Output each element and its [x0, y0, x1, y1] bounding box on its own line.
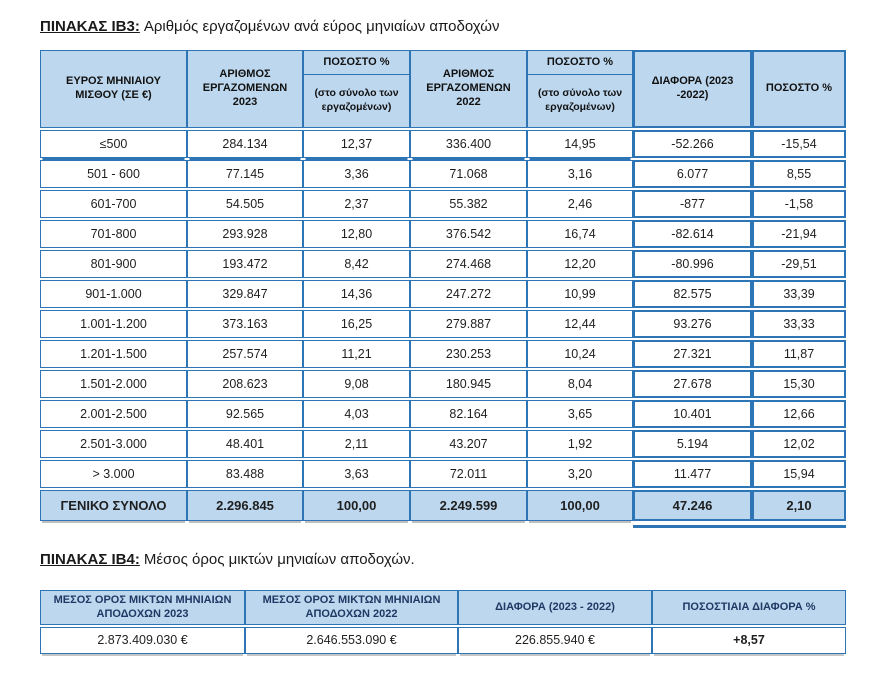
value-cell: -82.614: [633, 220, 752, 248]
value-cell: 48.401: [187, 430, 303, 458]
value-cell: 10,24: [527, 340, 633, 368]
table-row: [40, 460, 846, 488]
value-cell: 77.145: [187, 160, 303, 188]
table-row: [40, 310, 846, 338]
value-cell: -80.996: [633, 250, 752, 278]
salary-range-cell: 2.501-3.000: [40, 430, 187, 458]
table-row: [40, 340, 846, 368]
value-cell: 12,80: [303, 220, 410, 248]
employees-by-salary-table: [40, 48, 846, 523]
value-cell: 373.163: [187, 310, 303, 338]
value-cell: 2,11: [303, 430, 410, 458]
value-cell: 376.542: [410, 220, 527, 248]
header-avg-2023: ΜΕΣΟΣ ΟΡΟΣ ΜΙΚΤΩΝ ΜΗΝΙΑΙΩΝ ΑΠΟΔΟΧΩΝ 2023: [40, 590, 245, 625]
value-cell: 1,92: [527, 430, 633, 458]
value-cell: 208.623: [187, 370, 303, 398]
value-cell: 14,36: [303, 280, 410, 308]
table1-header-row: [40, 50, 846, 128]
value-cell: 284.134: [187, 130, 303, 158]
value-cell: 336.400: [410, 130, 527, 158]
value-cell: 11,21: [303, 340, 410, 368]
table-row: [40, 160, 846, 188]
value-cell: 4,03: [303, 400, 410, 428]
total-cell: 2.296.845: [187, 490, 303, 521]
value-cell: -21,94: [752, 220, 846, 248]
value-cell: 16,25: [303, 310, 410, 338]
total-cell: 100,00: [527, 490, 633, 521]
value-cell: 3,16: [527, 160, 633, 188]
salary-range-cell: 901-1.000: [40, 280, 187, 308]
header-avg-pct-diff: ΠΟΣΟΣΤΙΑΙΑ ΔΙΑΦΟΡΑ %: [652, 590, 846, 625]
table2-title-label: ΠΙΝΑΚΑΣ ΙΒ4:: [40, 551, 140, 568]
value-cell: 12,37: [303, 130, 410, 158]
header-pct-change: ΠΟΣΟΣΤΟ %: [752, 50, 846, 128]
difference-columns-underline: [633, 525, 846, 528]
table-row: [40, 370, 846, 398]
header-pct-2022-label: ΠΟΣΟΣΤΟ %: [528, 52, 632, 75]
value-cell: -15,54: [752, 130, 846, 158]
value-cell: 83.488: [187, 460, 303, 488]
table1-body: [40, 130, 846, 488]
value-cell: -52.266: [633, 130, 752, 158]
header-avg-diff: ΔΙΑΦΟΡΑ (2023 - 2022): [458, 590, 652, 625]
value-cell: 92.565: [187, 400, 303, 428]
value-cell: 3,65: [527, 400, 633, 428]
value-cell: 180.945: [410, 370, 527, 398]
value-cell: 10,99: [527, 280, 633, 308]
table-row: [40, 250, 846, 278]
value-cell: 2,46: [527, 190, 633, 218]
salary-range-cell: 1.501-2.000: [40, 370, 187, 398]
total-cell: 2,10: [752, 490, 846, 521]
table-row: [40, 190, 846, 218]
value-cell: 193.472: [187, 250, 303, 278]
avg-pct-diff-value: +8,57: [652, 627, 846, 654]
value-cell: 11,87: [752, 340, 846, 368]
value-cell: 15,30: [752, 370, 846, 398]
value-cell: 230.253: [410, 340, 527, 368]
value-cell: -29,51: [752, 250, 846, 278]
value-cell: 329.847: [187, 280, 303, 308]
header-avg-2022: ΜΕΣΟΣ ΟΡΟΣ ΜΙΚΤΩΝ ΜΗΝΙΑΙΩΝ ΑΠΟΔΟΧΩΝ 2022: [245, 590, 458, 625]
value-cell: 12,02: [752, 430, 846, 458]
table1-wrapper: [40, 48, 846, 523]
value-cell: 9,08: [303, 370, 410, 398]
value-cell: 72.011: [410, 460, 527, 488]
header-pct-2023-label: ΠΟΣΟΣΤΟ %: [304, 52, 409, 75]
table2-values-row: [40, 627, 846, 654]
total-cell: 100,00: [303, 490, 410, 521]
total-cell: 47.246: [633, 490, 752, 521]
header-pct-2023: [303, 50, 410, 128]
table2-title: [40, 551, 846, 568]
table1-title-text: Αριθμός εργαζομένων ανά εύρος μηνιαίων αποδοχών: [143, 18, 500, 35]
value-cell: 3,63: [303, 460, 410, 488]
value-cell: 257.574: [187, 340, 303, 368]
salary-range-cell: 801-900: [40, 250, 187, 278]
value-cell: 82.164: [410, 400, 527, 428]
table2-title-text: Μέσος όρος μικτών μηνιαίων αποδοχών.: [143, 551, 415, 568]
header-pct-2023-sub: (στο σύνολο των εργαζομένων): [314, 87, 399, 113]
value-cell: 82.575: [633, 280, 752, 308]
value-cell: 8,04: [527, 370, 633, 398]
value-cell: 16,74: [527, 220, 633, 248]
salary-range-cell: > 3.000: [40, 460, 187, 488]
table1-total-row: [40, 490, 846, 521]
salary-range-cell: 501 - 600: [40, 160, 187, 188]
table-row: [40, 280, 846, 308]
value-cell: 93.276: [633, 310, 752, 338]
value-cell: 12,20: [527, 250, 633, 278]
value-cell: -1,58: [752, 190, 846, 218]
avg-2022-value: 2.646.553.090 €: [245, 627, 458, 654]
value-cell: 33,33: [752, 310, 846, 338]
header-pct-2022-sub: (στο σύνολο των εργαζομένων): [537, 87, 623, 113]
value-cell: 71.068: [410, 160, 527, 188]
avg-2023-value: 2.873.409.030 €: [40, 627, 245, 654]
value-cell: 12,44: [527, 310, 633, 338]
value-cell: 33,39: [752, 280, 846, 308]
value-cell: 55.382: [410, 190, 527, 218]
salary-range-cell: 1.001-1.200: [40, 310, 187, 338]
total-cell: 2.249.599: [410, 490, 527, 521]
header-pct-2022: [527, 50, 633, 128]
average-gross-salary-table: [40, 588, 846, 656]
value-cell: 43.207: [410, 430, 527, 458]
salary-range-cell: 2.001-2.500: [40, 400, 187, 428]
table1-title-label: ΠΙΝΑΚΑΣ ΙΒ3:: [40, 18, 140, 35]
header-pct-2022-wrap: [528, 52, 632, 126]
value-cell: 12,66: [752, 400, 846, 428]
value-cell: 8,55: [752, 160, 846, 188]
header-difference: ΔΙΑΦΟΡΑ (2023 -2022): [633, 50, 752, 128]
table-row: [40, 400, 846, 428]
salary-range-cell: 1.201-1.500: [40, 340, 187, 368]
table1-title: [40, 18, 846, 35]
value-cell: 2,37: [303, 190, 410, 218]
header-employees-2023: ΑΡΙΘΜΟΣ ΕΡΓΑΖΟΜΕΝΩΝ 2023: [187, 50, 303, 128]
value-cell: 5.194: [633, 430, 752, 458]
value-cell: 279.887: [410, 310, 527, 338]
value-cell: 6.077: [633, 160, 752, 188]
table2-header-row: [40, 590, 846, 625]
value-cell: 274.468: [410, 250, 527, 278]
header-employees-2022: ΑΡΙΘΜΟΣ ΕΡΓΑΖΟΜΕΝΩΝ 2022: [410, 50, 527, 128]
value-cell: 27.321: [633, 340, 752, 368]
value-cell: 54.505: [187, 190, 303, 218]
table-row: [40, 220, 846, 248]
header-salary-range: ΕΥΡΟΣ ΜΗΝΙΑΙΟΥ ΜΙΣΘΟΥ (ΣΕ €): [40, 50, 187, 128]
avg-diff-value: 226.855.940 €: [458, 627, 652, 654]
value-cell: 3,20: [527, 460, 633, 488]
value-cell: 8,42: [303, 250, 410, 278]
value-cell: -877: [633, 190, 752, 218]
total-label-cell: ΓΕΝΙΚΟ ΣΥΝΟΛΟ: [40, 490, 187, 521]
value-cell: 247.272: [410, 280, 527, 308]
header-pct-2023-wrap: [304, 52, 409, 126]
salary-range-cell: ≤500: [40, 130, 187, 158]
value-cell: 15,94: [752, 460, 846, 488]
salary-range-cell: 601-700: [40, 190, 187, 218]
value-cell: 27.678: [633, 370, 752, 398]
table-row: [40, 430, 846, 458]
table-row: [40, 130, 846, 158]
value-cell: 293.928: [187, 220, 303, 248]
salary-range-cell: 701-800: [40, 220, 187, 248]
value-cell: 14,95: [527, 130, 633, 158]
value-cell: 10.401: [633, 400, 752, 428]
value-cell: 11.477: [633, 460, 752, 488]
value-cell: 3,36: [303, 160, 410, 188]
